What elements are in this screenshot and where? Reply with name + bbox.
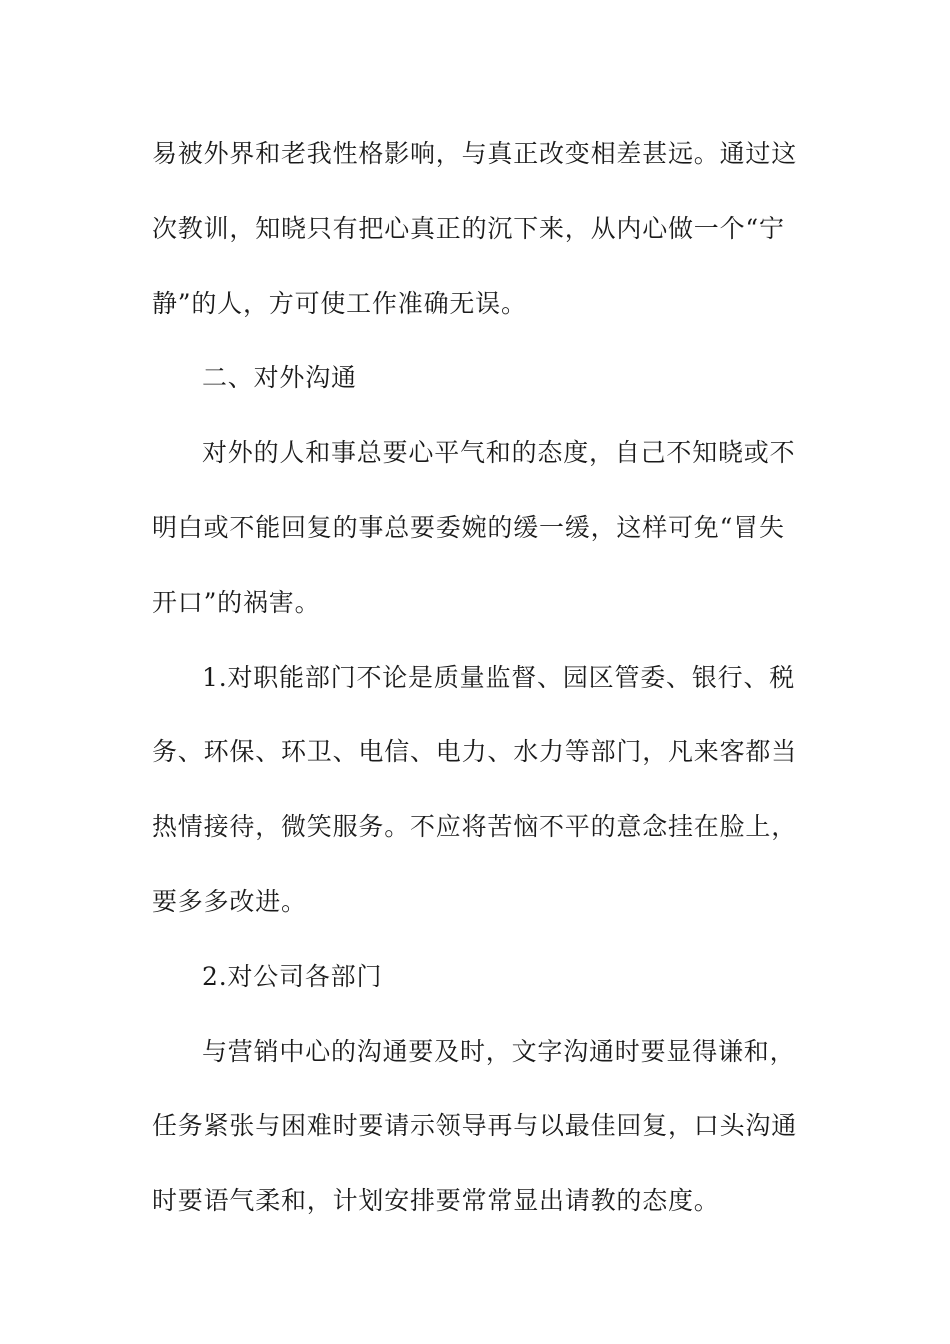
list-item-heading: 1.对职能部门不论是质量监督、园区管委、银行、税 (202, 662, 796, 692)
text-line: 任务紧张与困难时要请示领导再与以最佳回复，口头沟通 (152, 1111, 798, 1141)
document-body (152, 129, 798, 1251)
text-line: 易被外界和老我性格影响，与真正改变相差甚远。通过这 (152, 139, 798, 168)
list-item-heading: 2.对公司各部门 (202, 961, 383, 991)
text-line: 明白或不能回复的事总要委婉的缓一缓，这样可免“冒失 (152, 512, 785, 542)
text-line: 静”的人，方可使工作准确无误。 (152, 288, 527, 318)
text-line: 热情接待，微笑服务。不应将苦恼不平的意念挂在脸上， (152, 812, 798, 842)
text-line: 次教训，知晓只有把心真正的沉下来，从内心做一个“宁 (152, 213, 785, 243)
text-line: 要多多改进。 (152, 886, 307, 916)
section-heading: 二、对外沟通 (202, 363, 357, 393)
text-line: 时要语气柔和，计划安排要常常显出请教的态度。 (152, 1186, 720, 1216)
text-line: 与营销中心的沟通要及时，文字沟通时要显得谦和， (202, 1036, 796, 1066)
text-line: 务、环保、环卫、电信、电力、水力等部门，凡来客都当 (152, 737, 798, 767)
text-line: 开口”的祸害。 (152, 587, 321, 617)
text-line: 对外的人和事总要心平气和的态度，自己不知晓或不 (202, 438, 796, 468)
